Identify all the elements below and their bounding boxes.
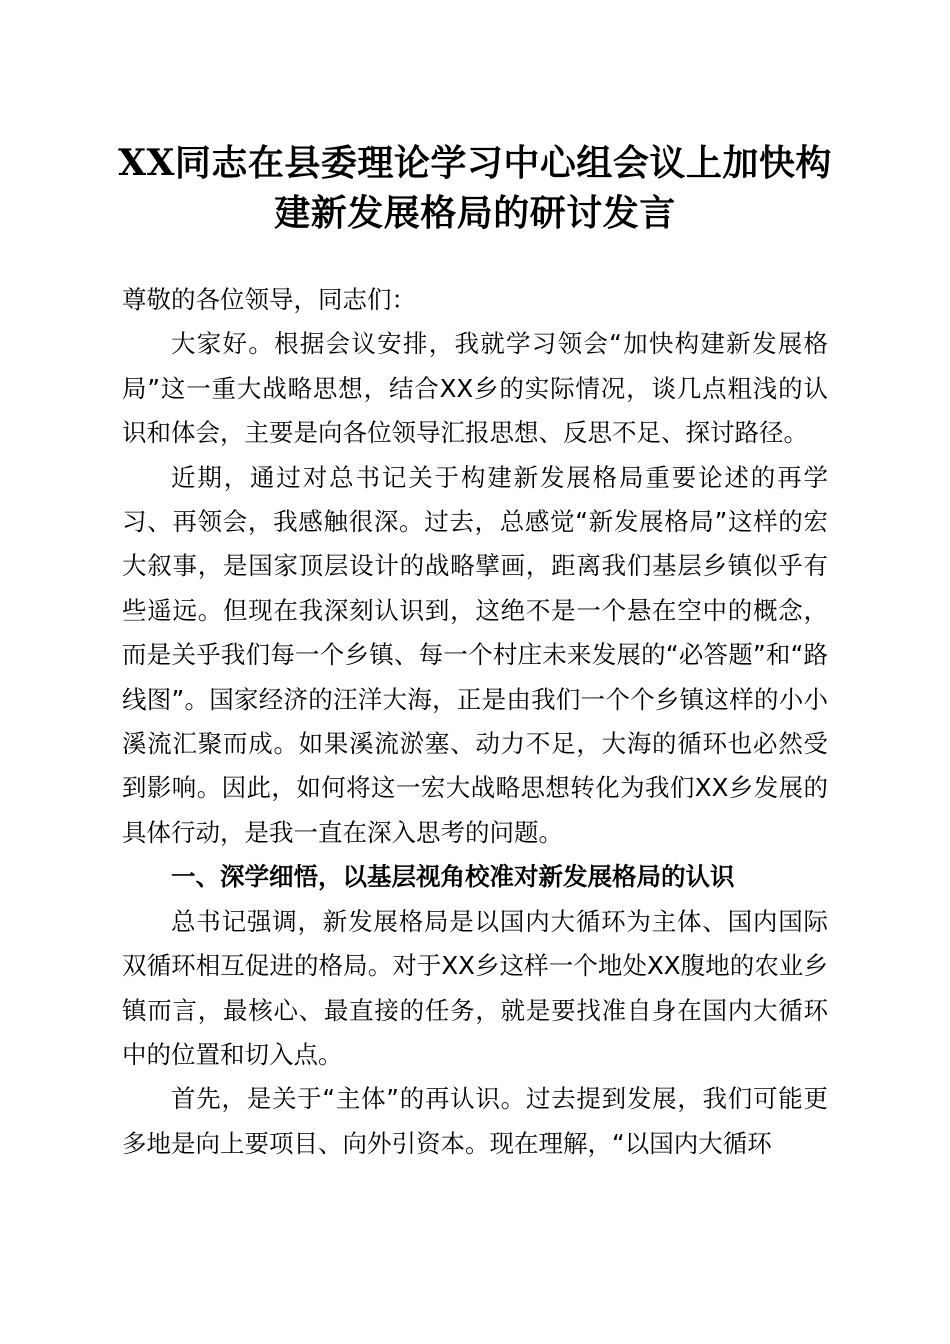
paragraph-subject-recognition: 首先，是关于“主体”的再认识。过去提到发展，我们可能更多地是向上要项目、向外引资本。现在理解，“以国内大循环: [122, 1084, 828, 1158]
document-title-line-1: XX同志在县委理论学习中心组会议上加快构: [118, 142, 832, 184]
section-heading: 一、深学细悟，以基层视角校准对新发展格局的认识: [171, 862, 735, 892]
document-title-line-2: 建新发展格局的研讨发言: [274, 192, 676, 234]
document-body: [122, 278, 828, 1166]
paragraph-reflection: 近期，通过对总书记关于构建新发展格局重要论述的再学习、再领会，我感触很深。过去，总感觉“新发展格局”这样的宏大叙事，是国家顶层设计的战略擘画，距离我们基层乡镇似乎有些遥远。但现在我深刻认识到，这绝不是一个悬在空中的概念，而是关乎我们每一个乡镇、每一个村庄未来发展的“必答题”和“路线图”。国家经济的汪洋大海，正是由我们一个个乡镇这样的小小溪流汇聚而成。如果溪流淤塞、动力不足，大海的循环也必然受到影响。因此，如何将这一宏大战略思想转化为我们XX乡发展的具体行动，是我一直在深入思考的问题。: [122, 462, 828, 847]
paragraph-section-intro: 总书记强调，新发展格局是以国内大循环为主体、国内国际双循环相互促进的格局。对于XX乡这样一个地处XX腹地的农业乡镇而言，最核心、最直接的任务，就是要找准自身在国内大循环中的位置和切入点。: [122, 906, 828, 1069]
paragraph-greeting: 大家好。根据会议安排，我就学习领会“加快构建新发展格局”这一重大战略思想，结合XX乡的实际情况，谈几点粗浅的认识和体会，主要是向各位领导汇报思想、反思不足、探讨路径。: [122, 329, 828, 448]
salutation: 尊敬的各位领导，同志们：: [122, 285, 416, 314]
